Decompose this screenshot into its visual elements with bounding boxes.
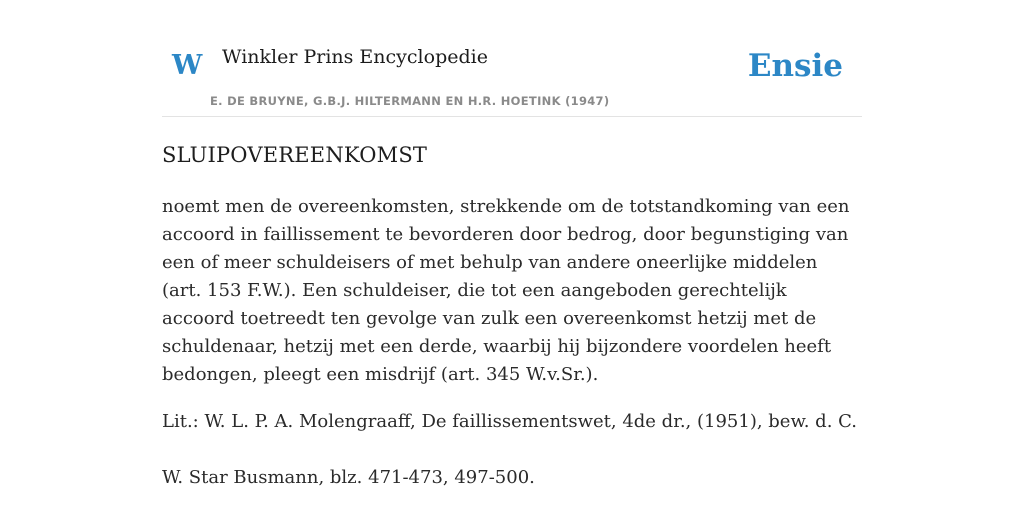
publication-title[interactable]: Winkler Prins Encyclopedie xyxy=(222,46,488,68)
article-body: noemt men de overeenkomsten, strekkende om de totstandkoming van een accoord in faillissement te bevorderen door bedrog, door begunstiging van een of meer schuldeisers of met behulp van andere oneerlijke middelen (art. 153 F.W.). Een schuldeiser, die tot een aangeboden gerechtelijk accoord toetreedt ten gevolge van zulk een overeenkomst hetzij met de schuldenaar, hetzij met een derde, waarbij hij bijzondere voordelen heeft bedongen, pleegt een misdrijf (art. 345 W.v.Sr.). xyxy=(162,196,850,385)
header xyxy=(162,0,862,117)
literature-line: W. Star Busmann, blz. 471-473, 497-500. xyxy=(162,467,535,488)
literature-line: Lit.: W. L. P. A. Molengraaff, De faillissementswet, 4de dr., (1951), bew. d. C. xyxy=(162,411,857,432)
article xyxy=(162,140,862,492)
ensie-logo[interactable]: Ensie xyxy=(747,48,843,84)
article-headword: SLUIPOVEREENKOMST xyxy=(162,143,428,167)
publication-authors: E. DE BRUYNE, G.B.J. HILTERMANN EN H.R. HOETINK (1947) xyxy=(210,94,610,108)
winkler-prins-logo[interactable]: W xyxy=(172,50,203,81)
